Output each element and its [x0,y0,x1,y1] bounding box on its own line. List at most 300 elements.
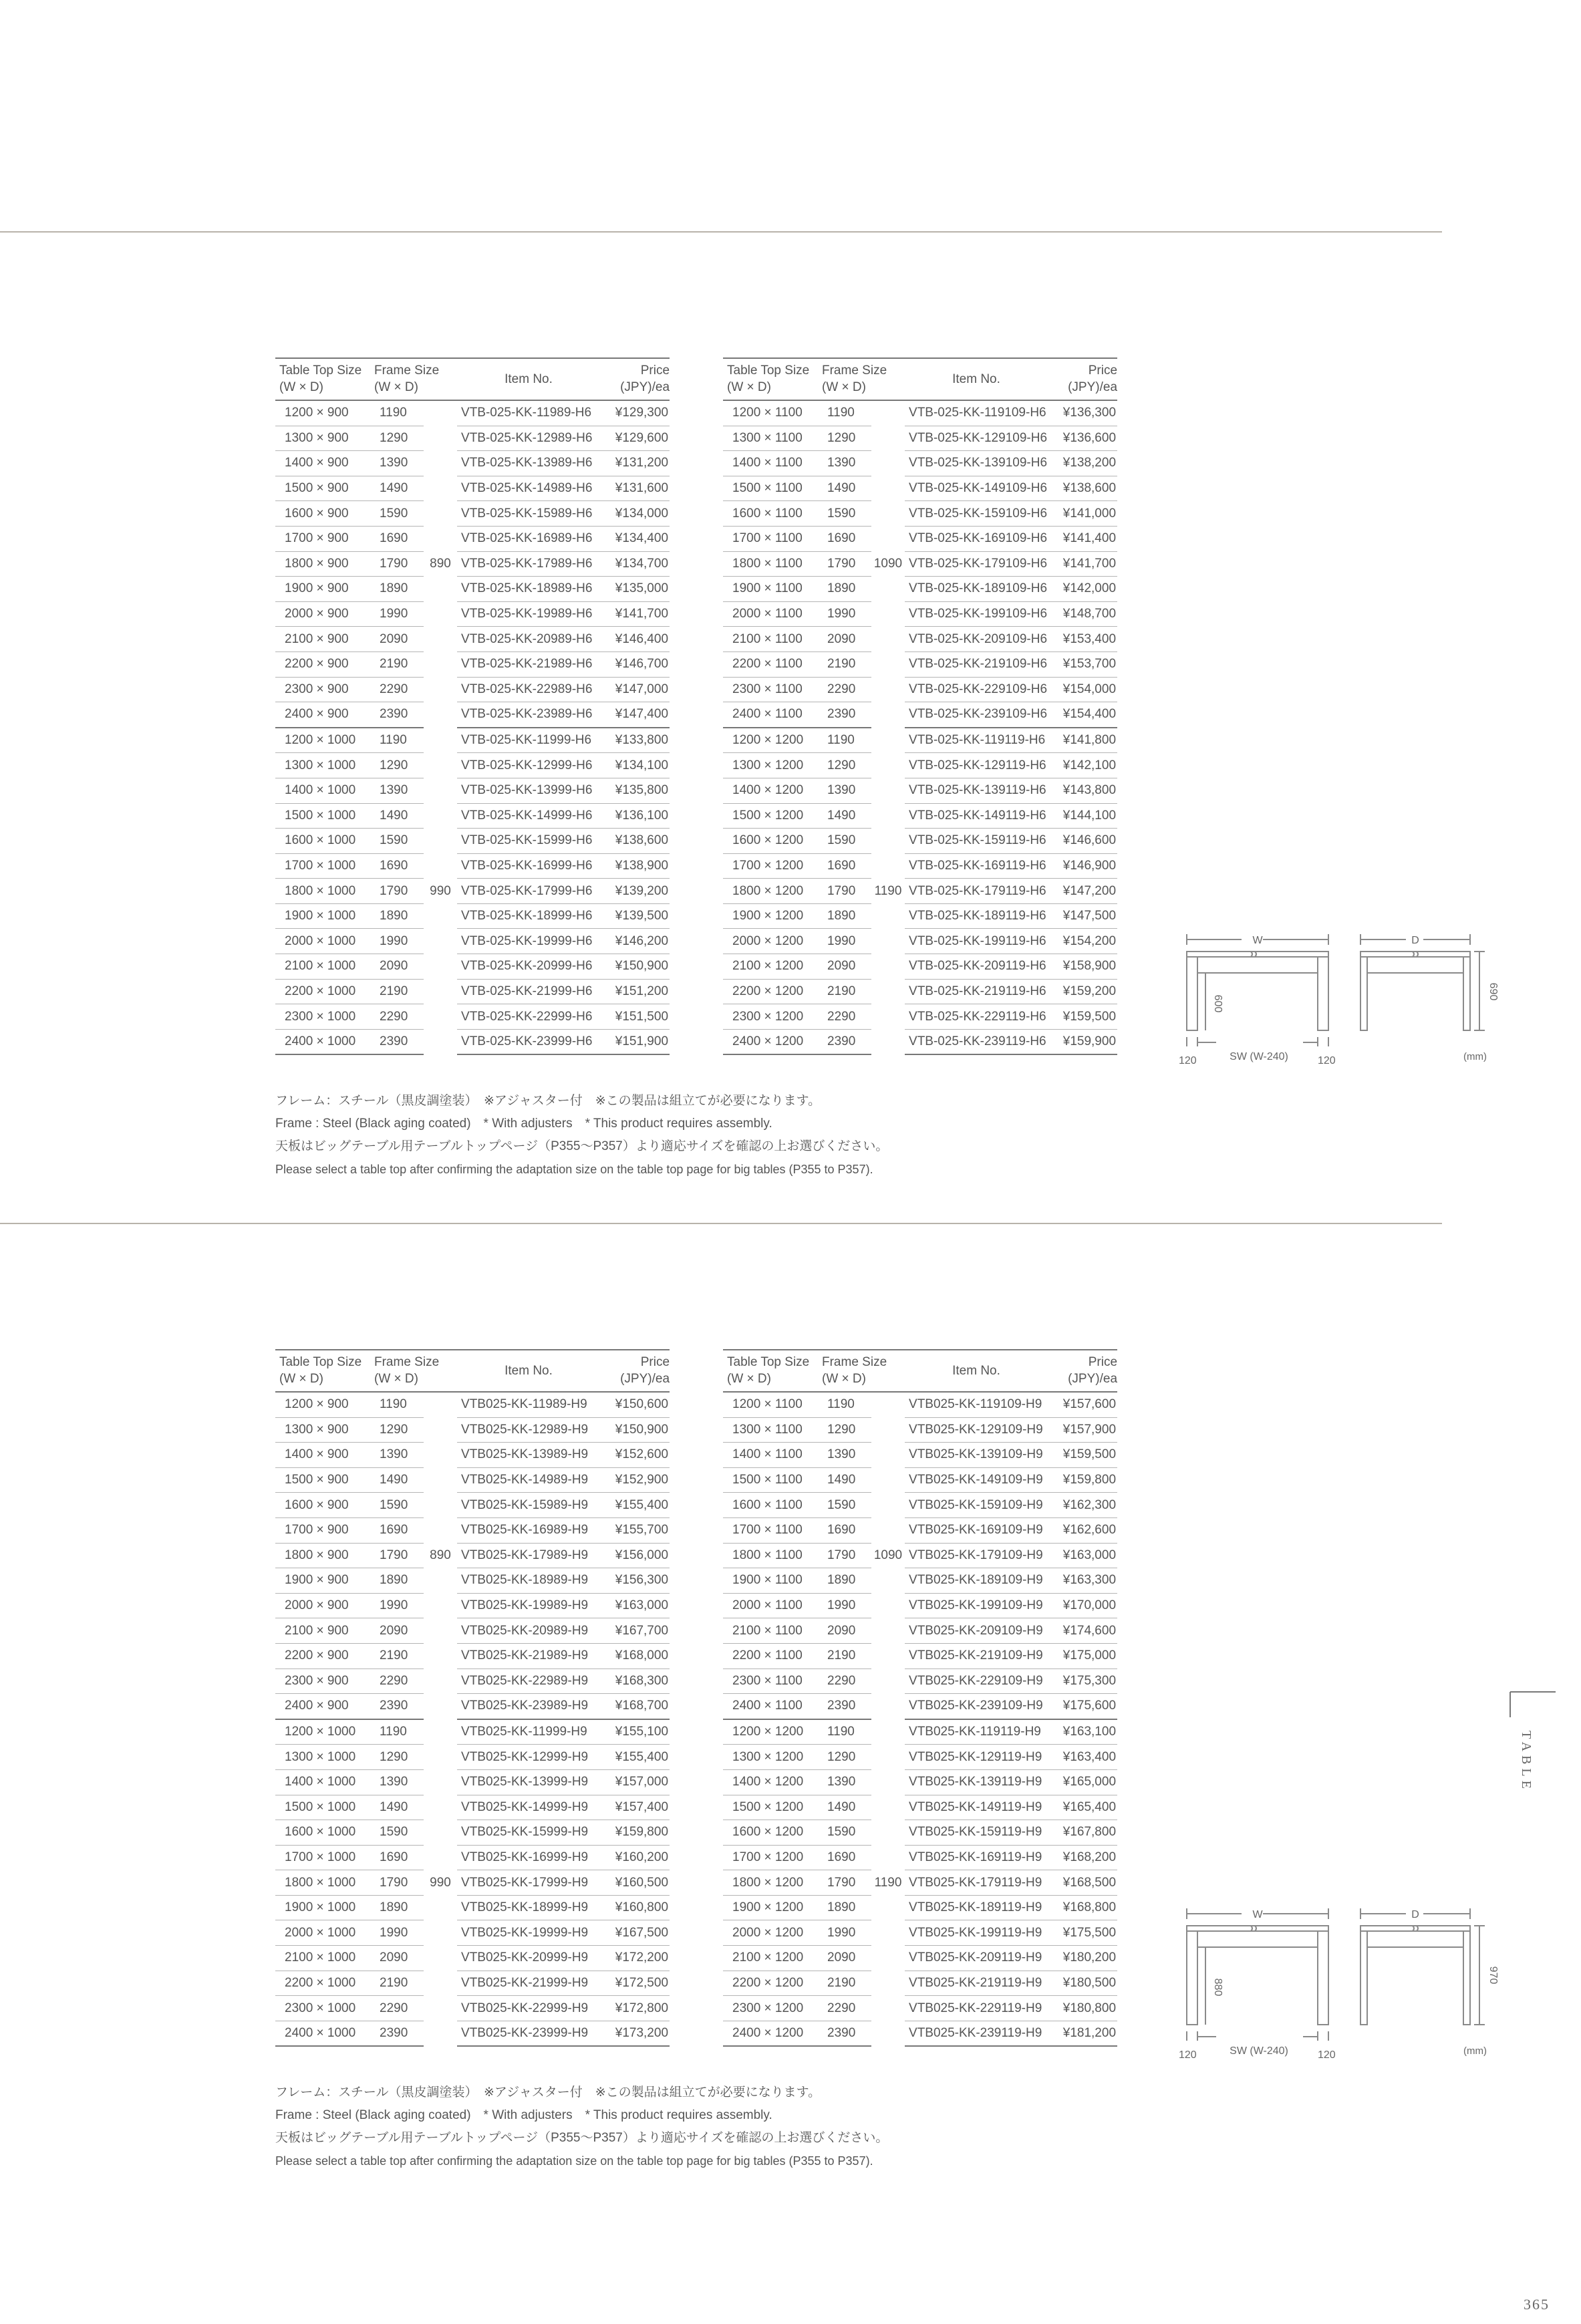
cell-item-no: VTB-025-KK-149109-H6 [905,476,1048,501]
header-frame-size-line: Frame Size [822,1355,887,1369]
cell-item-no: VTB-025-KK-239119-H6 [905,1029,1048,1054]
table-row [275,853,670,879]
cell-frame-width: 1290 [374,426,424,451]
cell-table-top-size: 1600 × 1200 [723,1820,822,1846]
cell-frame-width: 1690 [374,1845,424,1870]
table-row [723,1568,1117,1594]
table-row [275,1668,670,1694]
cell-price: ¥151,200 [600,979,670,1004]
cell-frame-width: 1190 [822,728,871,753]
cell-item-no: VTB-025-KK-19999-H6 [457,929,600,954]
cell-item-no: VTB025-KK-22989-H9 [457,1668,600,1694]
cell-frame-width: 2290 [822,1004,871,1030]
cell-table-top-size: 2100 × 1000 [275,954,374,980]
header-price [600,358,670,400]
table-row [723,1618,1117,1644]
cell-frame-width: 1790 [822,551,871,577]
cell-price: ¥159,800 [1048,1467,1117,1493]
cell-price: ¥157,400 [600,1795,670,1820]
cell-item-no: VTB025-KK-12999-H9 [457,1745,600,1770]
cell-item-no: VTB-025-KK-169119-H6 [905,853,1048,879]
cell-item-no: VTB-025-KK-16999-H6 [457,853,600,879]
cell-price: ¥141,400 [1048,526,1117,551]
cell-table-top-size: 1900 × 1100 [723,577,822,602]
header-frame-size-line: (W × D) [374,1372,418,1386]
cell-table-top-size: 1600 × 1200 [723,829,822,854]
cell-price: ¥172,200 [600,1946,670,1971]
cell-item-no: VTB-025-KK-22989-H6 [457,677,600,702]
cell-table-top-size: 2000 × 1000 [275,929,374,954]
cell-table-top-size: 1700 × 900 [275,1517,374,1543]
cell-item-no: VTB-025-KK-18999-H6 [457,903,600,929]
cell-price: ¥167,500 [600,1920,670,1946]
header-price-line: (JPY)/ea [1068,380,1118,394]
cell-price: ¥138,600 [1048,476,1117,501]
cell-price: ¥180,200 [1048,1946,1117,1971]
cell-price: ¥159,900 [1048,1029,1117,1054]
cell-frame-width: 1890 [374,903,424,929]
cell-price: ¥155,400 [600,1493,670,1518]
cell-table-top-size: 2100 × 1200 [723,1946,822,1971]
cell-price: ¥146,700 [600,651,670,677]
cell-item-no: VTB-025-KK-23989-H6 [457,702,600,728]
cell-item-no: VTB-025-KK-229109-H6 [905,677,1048,702]
header-item-no-line: Item No. [952,372,1000,386]
table-row [275,1795,670,1820]
cell-item-no: VTB-025-KK-189109-H6 [905,577,1048,602]
dim-unit: (mm) [1463,2045,1487,2057]
cell-frame-width: 1990 [374,1920,424,1946]
cell-table-top-size: 1800 × 1000 [275,1870,374,1896]
cell-price: ¥157,900 [1048,1417,1117,1443]
cell-table-top-size: 1400 × 1200 [723,1769,822,1795]
header-frame-size [822,358,905,400]
cell-price: ¥160,800 [600,1895,670,1920]
cell-item-no: VTB-025-KK-17989-H6 [457,551,600,577]
cell-item-no: VTB025-KK-22999-H9 [457,1996,600,2021]
cell-price: ¥144,100 [1048,803,1117,829]
cell-item-no: VTB025-KK-159119-H9 [905,1820,1048,1846]
cell-price: ¥143,800 [1048,778,1117,803]
cell-table-top-size: 2000 × 1100 [723,1593,822,1618]
cell-frame-width: 1190 [822,400,871,426]
table-row [275,1694,670,1719]
cell-table-top-size: 1400 × 1100 [723,1443,822,1468]
header-table-top-size-line: (W × D) [279,380,323,394]
table-row [723,829,1117,854]
dim-inner-height: 880 [1212,1978,1224,1997]
cell-frame-width: 2190 [374,651,424,677]
header-item-no [457,1350,600,1392]
cell-table-top-size: 1200 × 1200 [723,728,822,753]
cell-table-top-size: 1200 × 1000 [275,1719,374,1745]
cell-frame-width: 1490 [822,1467,871,1493]
cell-frame-width: 1690 [822,853,871,879]
cell-frame-width: 1890 [822,1568,871,1594]
cell-frame-width: 1790 [374,879,424,904]
cell-frame-width: 1790 [374,551,424,577]
cell-frame-width: 2090 [822,627,871,652]
cell-item-no: VTB025-KK-119109-H9 [905,1392,1048,1417]
cell-frame-width: 1490 [822,803,871,829]
cell-frame-width: 1790 [822,1543,871,1568]
table-row [723,1417,1117,1443]
table-row [723,1795,1117,1820]
cell-price: ¥147,500 [1048,903,1117,929]
cell-item-no: VTB-025-KK-209109-H6 [905,627,1048,652]
cell-frame-width: 1190 [374,728,424,753]
cell-price: ¥172,800 [600,1996,670,2021]
cell-item-no: VTB025-KK-169109-H9 [905,1517,1048,1543]
table-row [723,929,1117,954]
cell-item-no: VTB025-KK-17989-H9 [457,1543,600,1568]
cell-table-top-size: 2400 × 1000 [275,2021,374,2046]
cell-table-top-size: 2200 × 900 [275,651,374,677]
header-item-no [905,358,1048,400]
cell-table-top-size: 2200 × 1200 [723,979,822,1004]
table-row [723,400,1117,426]
cell-frame-width: 1490 [822,476,871,501]
cell-table-top-size: 2100 × 900 [275,627,374,652]
cell-price: ¥131,600 [600,476,670,501]
cell-item-no: VTB-025-KK-13999-H6 [457,778,600,803]
cell-item-no: VTB025-KK-219109-H9 [905,1643,1048,1668]
cell-table-top-size: 1700 × 1200 [723,853,822,879]
cell-item-no: VTB-025-KK-229119-H6 [905,1004,1048,1030]
cell-table-top-size: 2000 × 900 [275,601,374,627]
cell-price: ¥159,200 [1048,979,1117,1004]
cell-price: ¥159,500 [1048,1443,1117,1468]
table-row [275,677,670,702]
cell-price: ¥129,600 [600,426,670,451]
cell-price: ¥136,300 [1048,400,1117,426]
cell-table-top-size: 2300 × 1000 [275,1004,374,1030]
note-line: Please select a table top after confirming the adaptation size on the table top page for big tables (P355 to P357). [275,2154,873,2168]
cell-item-no: VTB025-KK-11999-H9 [457,1719,600,1745]
cell-price: ¥173,200 [600,2021,670,2046]
cell-price: ¥150,900 [600,1417,670,1443]
cell-table-top-size: 1700 × 900 [275,526,374,551]
table-row [723,551,1117,577]
cell-table-top-size: 2300 × 1100 [723,677,822,702]
cell-item-no: VTB025-KK-16989-H9 [457,1517,600,1543]
table-row [723,1593,1117,1618]
cell-table-top-size: 1500 × 1200 [723,803,822,829]
cell-table-top-size: 1600 × 900 [275,1493,374,1518]
cell-table-top-size: 2200 × 900 [275,1643,374,1668]
table-row [275,929,670,954]
cell-frame-width: 1590 [822,829,871,854]
cell-frame-width: 1790 [822,879,871,904]
cell-table-top-size: 1200 × 1200 [723,1719,822,1745]
table-row [723,1719,1117,1745]
table-row [723,1517,1117,1543]
cell-item-no: VTB025-KK-239119-H9 [905,2021,1048,2046]
cell-item-no: VTB-025-KK-19989-H6 [457,601,600,627]
cell-frame-depth: 990 [430,1875,451,1890]
cell-price: ¥157,000 [600,1769,670,1795]
cell-table-top-size: 2400 × 1100 [723,1694,822,1719]
cell-price: ¥168,000 [600,1643,670,1668]
table-row [275,551,670,577]
cell-frame-depth: 890 [430,1548,451,1563]
header-price-line: Price [640,364,670,378]
section-notes [275,2081,888,2172]
cell-item-no: VTB025-KK-19989-H9 [457,1593,600,1618]
cell-frame-width: 1390 [374,451,424,476]
cell-price: ¥163,400 [1048,1745,1117,1770]
cell-frame-width: 1790 [374,1543,424,1568]
cell-frame-width: 1890 [822,1895,871,1920]
cell-table-top-size: 1700 × 1100 [723,1517,822,1543]
cell-frame-width: 1290 [822,1417,871,1443]
table-row [275,1895,670,1920]
cell-frame-width: 2190 [822,651,871,677]
table-row [275,426,670,451]
cell-item-no: VTB-025-KK-219119-H6 [905,979,1048,1004]
table-row [723,476,1117,501]
cell-price: ¥160,200 [600,1845,670,1870]
table-row [723,501,1117,527]
cell-item-no: VTB-025-KK-139109-H6 [905,451,1048,476]
table-row [275,1443,670,1468]
table-row [723,1543,1117,1568]
cell-table-top-size: 2300 × 1000 [275,1996,374,2021]
cell-price: ¥167,800 [1048,1820,1117,1846]
cell-price: ¥129,300 [600,400,670,426]
cell-price: ¥168,300 [600,1668,670,1694]
cell-table-top-size: 2300 × 900 [275,1668,374,1694]
table-row [275,2021,670,2046]
cell-frame-width: 2090 [822,1618,871,1644]
note-line: 天板はビッグテーブル用テーブルトップページ（P355〜P357）より適応サイズを確認の上お選びください。 [275,2131,889,2145]
cell-frame-depth: 990 [430,883,451,898]
cell-price: ¥150,900 [600,954,670,980]
cell-table-top-size: 2200 × 1000 [275,979,374,1004]
cell-item-no: VTB025-KK-179109-H9 [905,1543,1048,1568]
table-row [275,778,670,803]
cell-table-top-size: 1400 × 1000 [275,1769,374,1795]
table-row [275,1593,670,1618]
cell-item-no: VTB-025-KK-12999-H6 [457,753,600,778]
cell-price: ¥136,600 [1048,426,1117,451]
header-table-top-size-line: (W × D) [727,1372,771,1386]
cell-frame-width: 1290 [822,1745,871,1770]
cell-price: ¥133,800 [600,728,670,753]
cell-frame-width: 2390 [374,702,424,728]
cell-table-top-size: 2400 × 900 [275,1694,374,1719]
table-row [275,903,670,929]
table-row [723,1971,1117,1996]
note-line: フレーム：スチール（黒皮調塗装） ※アジャスター付 ※この製品は組立てが必要になります。 [275,2085,821,2099]
table-row [723,1004,1117,1030]
dim-inner-height: 600 [1212,994,1224,1013]
cell-table-top-size: 1300 × 1200 [723,1745,822,1770]
cell-item-no: VTB-025-KK-159109-H6 [905,501,1048,527]
header-frame-size-line: Frame Size [374,1355,440,1369]
cell-table-top-size: 1400 × 900 [275,451,374,476]
cell-frame-width: 1290 [822,426,871,451]
cell-price: ¥152,600 [600,1443,670,1468]
section-notes [275,1090,888,1181]
cell-frame-width: 1190 [374,1719,424,1745]
cell-price: ¥175,300 [1048,1668,1117,1694]
cell-table-top-size: 2300 × 1200 [723,1996,822,2021]
cell-frame-width: 1690 [374,526,424,551]
cell-frame-width: 1190 [374,400,424,426]
cell-price: ¥159,500 [1048,1004,1117,1030]
cell-item-no: VTB-025-KK-11989-H6 [457,400,600,426]
cell-table-top-size: 2300 × 1200 [723,1004,822,1030]
cell-frame-width: 1290 [822,753,871,778]
cell-item-no: VTB-025-KK-16989-H6 [457,526,600,551]
note-line: Please select a table top after confirming the adaptation size on the table top page for big tables (P355 to P357). [275,1163,873,1176]
cell-item-no: VTB025-KK-20999-H9 [457,1946,600,1971]
cell-frame-width: 1990 [822,1920,871,1946]
cell-item-no: VTB025-KK-219119-H9 [905,1971,1048,1996]
cell-item-no: VTB025-KK-139109-H9 [905,1443,1048,1468]
cell-frame-width: 1590 [374,1820,424,1846]
table-row [275,1643,670,1668]
cell-table-top-size: 2100 × 1000 [275,1946,374,1971]
table-row [275,979,670,1004]
cell-item-no: VTB-025-KK-129119-H6 [905,753,1048,778]
header-frame-size-line: (W × D) [374,380,418,394]
cell-price: ¥141,700 [600,601,670,627]
table-row [723,1920,1117,1946]
section-divider-top [0,231,1442,233]
cell-frame-width: 2390 [822,1694,871,1719]
cell-table-top-size: 1600 × 1000 [275,1820,374,1846]
header-item-no [457,358,600,400]
cell-item-no: VTB025-KK-11989-H9 [457,1392,600,1417]
cell-table-top-size: 1300 × 1000 [275,1745,374,1770]
table-row [723,702,1117,728]
cell-item-no: VTB-025-KK-139119-H6 [905,778,1048,803]
cell-table-top-size: 2000 × 1100 [723,601,822,627]
header-table-top-size-line: Table Top Size [279,1355,362,1369]
cell-table-top-size: 1500 × 1100 [723,1467,822,1493]
cell-frame-width: 1990 [822,601,871,627]
header-price [1048,1350,1117,1392]
table-row [275,728,670,753]
table-row [275,1870,670,1896]
cell-item-no: VTB-025-KK-219109-H6 [905,651,1048,677]
cell-frame-width: 1190 [822,1719,871,1745]
cell-price: ¥175,500 [1048,1920,1117,1946]
table-row [723,577,1117,602]
cell-frame-width: 2390 [822,702,871,728]
header-frame-size-line: (W × D) [822,1372,866,1386]
cell-price: ¥152,900 [600,1467,670,1493]
cell-table-top-size: 1200 × 1100 [723,400,822,426]
cell-frame-width: 1790 [822,1870,871,1896]
header-price-line: Price [640,1355,670,1369]
cell-price: ¥134,100 [600,753,670,778]
table-row [723,879,1117,904]
spec-table [275,1349,670,2047]
cell-item-no: VTB-025-KK-14989-H6 [457,476,600,501]
dim-sw-label: SW (W-240) [1230,2045,1288,2057]
cell-frame-width: 2190 [374,1971,424,1996]
cell-frame-width: 1390 [822,451,871,476]
cell-table-top-size: 1700 × 1000 [275,1845,374,1870]
cell-price: ¥168,700 [600,1694,670,1719]
table-row [723,426,1117,451]
cell-price: ¥141,000 [1048,501,1117,527]
table-row [723,1845,1117,1870]
cell-price: ¥134,000 [600,501,670,527]
cell-table-top-size: 2400 × 1100 [723,702,822,728]
cell-frame-width: 2290 [374,1996,424,2021]
table-row [275,1029,670,1054]
cell-table-top-size: 1500 × 900 [275,1467,374,1493]
cell-table-top-size: 1800 × 1000 [275,879,374,904]
cell-item-no: VTB-025-KK-119109-H6 [905,400,1048,426]
table-row [275,803,670,829]
cell-table-top-size: 1700 × 1200 [723,1845,822,1870]
cell-table-top-size: 1600 × 900 [275,501,374,527]
cell-price: ¥175,000 [1048,1643,1117,1668]
cell-price: ¥163,000 [600,1593,670,1618]
cell-table-top-size: 1300 × 1100 [723,426,822,451]
table-row [275,1769,670,1795]
cell-table-top-size: 1200 × 1100 [723,1392,822,1417]
cell-frame-width: 1490 [374,803,424,829]
table-row [275,702,670,728]
cell-item-no: VTB025-KK-14989-H9 [457,1467,600,1493]
table-row [723,451,1117,476]
table-row [723,1895,1117,1920]
cell-table-top-size: 1300 × 1000 [275,753,374,778]
cell-price: ¥147,400 [600,702,670,728]
cell-frame-width: 2190 [374,1643,424,1668]
cell-price: ¥170,000 [1048,1593,1117,1618]
cell-frame-width: 2390 [374,2021,424,2046]
cell-frame-width: 2190 [822,1971,871,1996]
cell-table-top-size: 2400 × 1000 [275,1029,374,1054]
cell-frame-depth: 1090 [873,557,903,571]
header-table-top-size-line: (W × D) [279,1372,323,1386]
cell-table-top-size: 2000 × 900 [275,1593,374,1618]
cell-item-no: VTB-025-KK-239109-H6 [905,702,1048,728]
cell-price: ¥163,300 [1048,1568,1117,1594]
cell-frame-width: 2290 [374,1004,424,1030]
cell-frame-width: 1390 [822,1769,871,1795]
table-row [723,753,1117,778]
dim-outer-height: 690 [1487,982,1499,1001]
header-price-line: (JPY)/ea [620,380,670,394]
cell-frame-width: 2190 [374,979,424,1004]
cell-table-top-size: 1800 × 1200 [723,879,822,904]
cell-frame-depth: 1190 [874,883,902,898]
table-row [275,1845,670,1870]
table-row [275,476,670,501]
cell-item-no: VTB025-KK-149109-H9 [905,1467,1048,1493]
table-row [723,1820,1117,1846]
cell-item-no: VTB025-KK-199109-H9 [905,1593,1048,1618]
cell-item-no: VTB025-KK-229119-H9 [905,1996,1048,2021]
cell-price: ¥162,300 [1048,1493,1117,1518]
cell-frame-width: 2290 [374,677,424,702]
cell-item-no: VTB025-KK-209109-H9 [905,1618,1048,1644]
table-row [723,2021,1117,2046]
cell-table-top-size: 1800 × 1100 [723,1543,822,1568]
dim-outer-height: 970 [1487,1966,1499,1985]
cell-frame-width: 1390 [822,778,871,803]
cell-price: ¥157,600 [1048,1392,1117,1417]
table-row [275,1820,670,1846]
